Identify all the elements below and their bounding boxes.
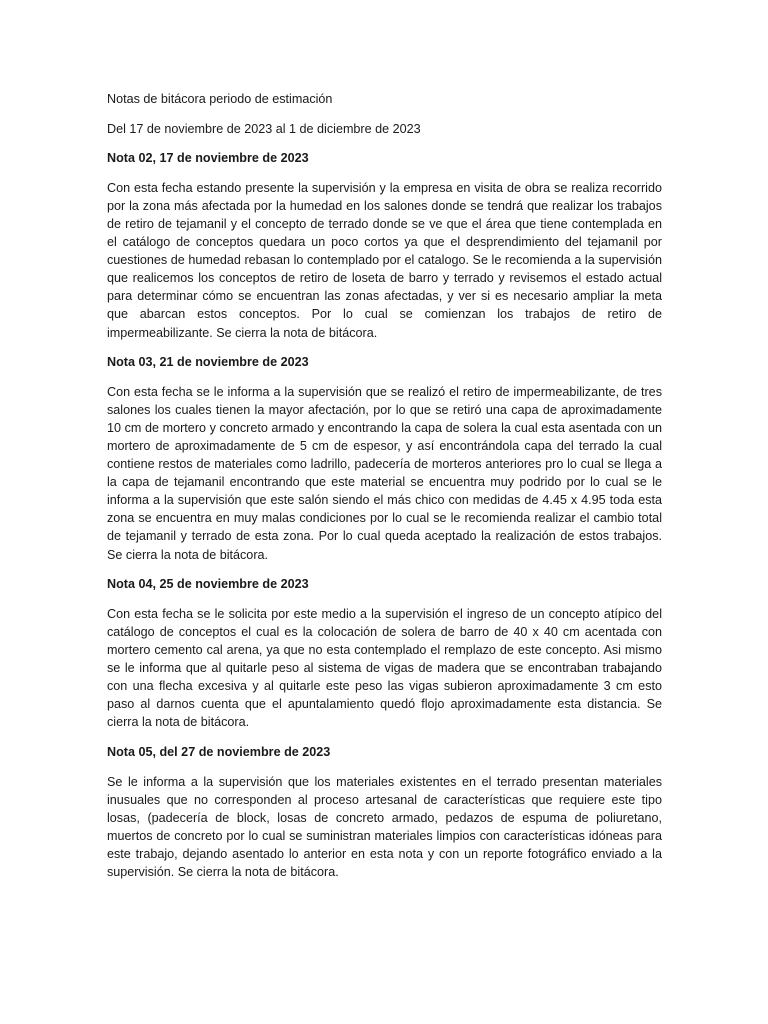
- document-title: Notas de bitácora periodo de estimación: [107, 92, 333, 106]
- note-heading: Nota 05, del 27 de noviembre de 2023: [107, 744, 331, 759]
- note-body: Con esta fecha se le informa a la supervisión que se realizó el retiro de impermeabilizante, de tres salones los cuales tienen la mayor afectación, por lo que se retiró una capa de aproximadamente 10 cm de mortero y concreto armado y encontrando la capa de solera la cual esta asentada con un mortero de aproximadamente de 5 cm de espesor, y así encontrándola capa del terrado la cual contiene restos de materiales como ladrillo, padecería de morteros anteriores pro lo cual se llega a la capa de tejamanil encontrando que este material se encuentra muy podrido por lo cual se le informa a la supervisión que este salón siendo el más chico con medidas de 4.45 x 4.95 toda esta zona se encuentra en muy malas condiciones por lo cual se le recomienda realizar el cambio total de tejamanil y terrado de esta zona. Por lo cual queda aceptado la realización de estos trabajos. Se cierra la nota de bitácora.: [107, 384, 662, 562]
- note-heading: Nota 03, 21 de noviembre de 2023: [107, 355, 309, 370]
- document-period: Del 17 de noviembre de 2023 al 1 de diciembre de 2023: [107, 121, 421, 136]
- note-heading: Nota 02, 17 de noviembre de 2023: [107, 151, 309, 166]
- note-heading: Nota 04, 25 de noviembre de 2023: [107, 577, 309, 592]
- document-body: [107, 90, 662, 893]
- note-body: Con esta fecha estando presente la supervisión y la empresa en visita de obra se realiza recorrido por la zona más afectada por la humedad en los salones donde se tendrá que realizar los trabajos de retiro de tejamanil y el concepto de terrado donde se ve que el área que tiene contemplada en el catálogo de conceptos quedara un poco cortos ya que el desprendimiento del tejamanil por cuestiones de humedad rebasan lo contemplado por el catalogo. Se le recomienda a la supervisión que realicemos los conceptos de retiro de loseta de barro y terrado y revisemos el estado actual para determinar cómo se encuentran las zonas afectadas, y ver si es necesario ampliar la meta que abarcan estos conceptos. Por lo cual se comienzan los trabajos de retiro de impermeabilizante. Se cierra la nota de bitácora.: [107, 180, 662, 340]
- note-body: Con esta fecha se le solicita por este medio a la supervisión el ingreso de un concepto atípico del catálogo de conceptos el cual es la colocación de solera de barro de 40 x 40 cm acentada con mortero cemento cal arena, ya que no esta contemplado el remplazo de este concepto. Asi mismo se le informa que al quitarle peso al sistema de vigas de madera que se encontraban trabajando con una flecha excesiva y al quitarle este peso las vigas subieron aproximadamente 3 cm esto paso al darnos cuenta que el apuntalamiento quedó flojo aproximadamente esta distancia. Se cierra la nota de bitácora.: [107, 606, 662, 730]
- note-body: Se le informa a la supervisión que los materiales existentes en el terrado presentan materiales inusuales que no corresponden al proceso artesanal de características que requiere este tipo losas, (padecería de block, losas de concreto armado, pedazos de espuma de poliuretano, muertos de concreto por lo cual se suministran materiales limpios con características idóneas para este trabajo, dejando asentado lo anterior en esta nota y con un reporte fotográfico enviado a la supervisión. Se cierra la nota de bitácora.: [107, 774, 662, 879]
